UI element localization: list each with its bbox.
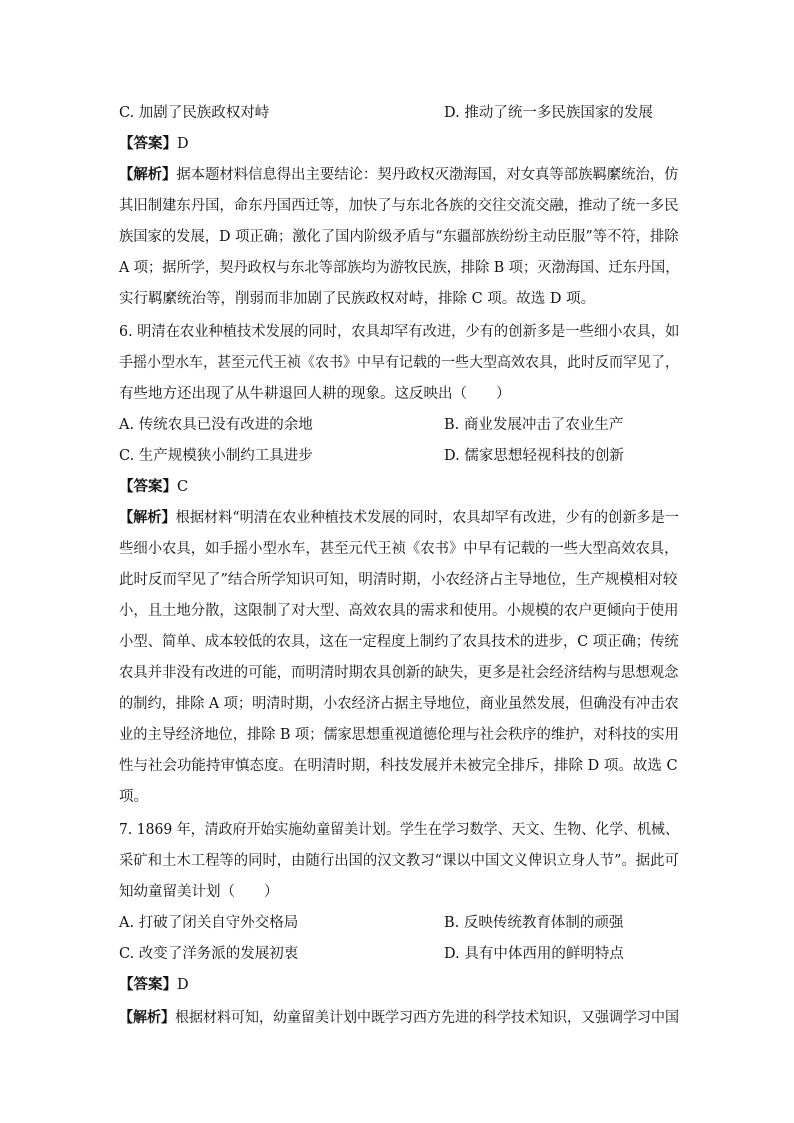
q6-option-c: C. 生产规模狭小制约工具进步	[119, 448, 313, 464]
answer-value: D	[177, 136, 189, 152]
q6-stem-line: 手摇小型水车，甚至元代王祯《农书》中早有记载的一些大型高效农具，此时反而罕见了，	[119, 355, 679, 371]
q6-analysis-line: 些细小农具，如手摇小型水车，甚至元代王祯《农书》中早有记载的一些大型高效农具，	[119, 541, 679, 557]
q5-analysis-line: 族国家的发展，D 项正确；激化了国内阶级矛盾与“东疆部族纷纷主动臣服”等不符，排除	[119, 229, 679, 245]
analysis-tag: 【解析】	[119, 509, 176, 526]
q6-analysis-line: 小型、简单、成本较低的农具，这在一定程度上制约了农具技术的进步，C 项正确；传统	[119, 634, 679, 650]
q5-analysis-line: 其旧制建东丹国，命东丹国西迁等，加快了与东北各族的交往交流交融，推动了统一多民	[119, 198, 679, 214]
q6-analysis-line: 农具并非没有改进的可能，而明清时期农具创新的缺失，更多是社会经济结构与思想观念	[119, 665, 679, 681]
q5-analysis-line: A 项；据所学，契丹政权与东北等部族均为游牧民族，排除 B 项；灭渤海国、迁东丹国，	[119, 260, 680, 276]
q5-answer	[119, 134, 679, 154]
q6-analysis-line: 业的主导经济地位，排除 B 项；儒家思想重视道德伦理与社会秩序的维护，对科技的实用	[119, 727, 679, 743]
answer-value: C	[177, 479, 189, 495]
q7-analysis-line: 【解析】根据材料可知，幼童留美计划中既学习西方先进的科学技术知识，又强调学习中国	[119, 1009, 679, 1026]
q6-option-a: A. 传统农具已没有改进的余地	[119, 417, 313, 433]
q7-option-d: D. 具有中体西用的鲜明特点	[444, 946, 624, 962]
q7-stem-line: 采矿和土木工程等的同时，由随行出国的汉文教习“课以中国文义俾识立身人节”。据此可	[119, 853, 679, 869]
q5-option-d: D. 推动了统一多民族国家的发展	[444, 105, 653, 121]
q7-stem-line: 7. 1869 年，清政府开始实施幼童留美计划。学生在学习数学、天文、生物、化学、机械、	[119, 822, 679, 838]
q6-option-d: D. 儒家思想轻视科技的创新	[444, 448, 624, 464]
q6-analysis-line: 的制约，排除 A 项；明清时期，小农经济占据主导地位，商业虽然发展，但确没有冲击农	[119, 696, 679, 712]
q6-answer	[119, 477, 679, 497]
q7-option-a: A. 打破了闭关自守外交格局	[119, 915, 299, 931]
answer-tag: 【答案】	[119, 478, 177, 495]
q6-analysis-line: 项。	[119, 789, 148, 805]
answer-tag: 【答案】	[119, 135, 177, 152]
answer-value: D	[177, 977, 189, 993]
q6-option-b: B. 商业发展冲击了农业生产	[444, 417, 624, 433]
q7-option-c: C. 改变了洋务派的发展初衷	[119, 946, 299, 962]
q6-stem-line: 有些地方还出现了从牛耕退回人耕的现象。这反映出（ ）	[119, 386, 511, 402]
q6-analysis-line: 【解析】根据材料“明清在农业种植技术发展的同时，农具却罕有改进，少有的创新多是一	[119, 509, 679, 526]
q6-analysis-line: 小，且土地分散，这限制了对大型、高效农具的需求和使用。小规模的农户更倾向于使用	[119, 603, 679, 619]
q5-analysis-line: 【解析】据本题材料信息得出主要结论：契丹政权灭渤海国，对女真等部族羁縻统治，仿	[119, 166, 679, 183]
analysis-tag: 【解析】	[119, 166, 177, 183]
q6-analysis-line: 此时反而罕见了”结合所学知识可知，明清时期，小农经济占主导地位，生产规模相对较	[119, 572, 678, 588]
q7-stem-line: 知幼童留美计划（ ）	[119, 884, 279, 900]
answer-tag: 【答案】	[119, 976, 177, 993]
q7-option-b: B. 反映传统教育体制的顽强	[444, 915, 624, 931]
q6-stem-line: 6. 明清在农业种植技术发展的同时，农具却罕有改进，少有的创新多是一些细小农具，如	[119, 324, 680, 340]
q6-analysis-line: 性与社会功能持审慎态度。在明清时期，科技发展并未被完全排斥，排除 D 项。故选 C	[119, 758, 678, 774]
q5-analysis-line: 实行羁縻统治等，削弱而非加剧了民族政权对峙，排除 C 项。故选 D 项。	[119, 291, 596, 307]
analysis-tag: 【解析】	[119, 1009, 175, 1026]
q7-answer	[119, 975, 679, 995]
q5-option-c: C. 加剧了民族政权对峙	[119, 105, 270, 121]
